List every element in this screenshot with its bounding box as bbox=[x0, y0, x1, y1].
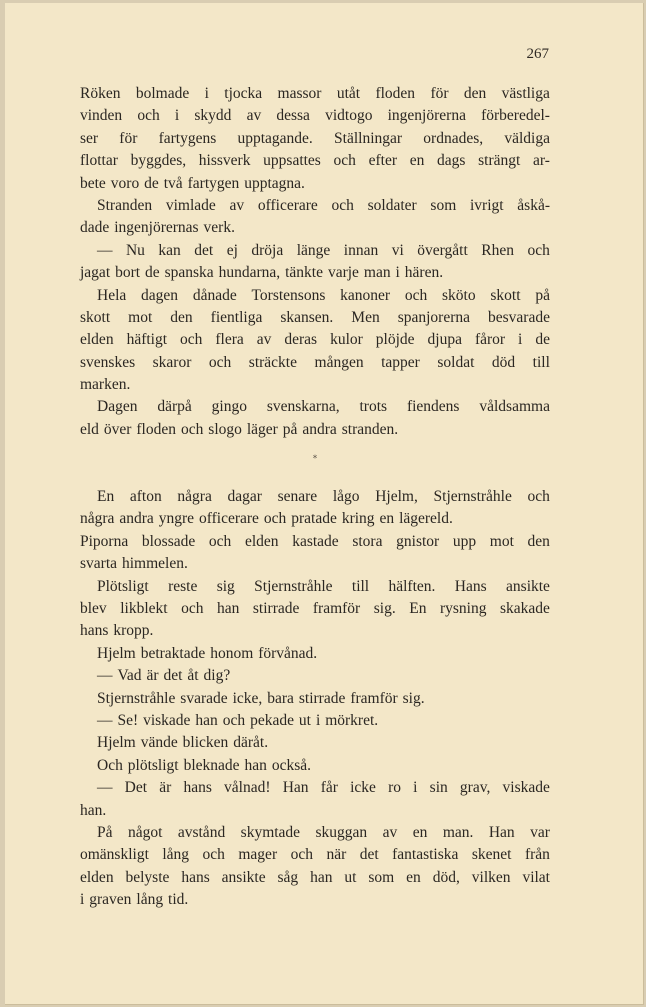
text-line: jagat bort de spanska hundarna, tänkte varje man i hären. bbox=[80, 264, 444, 282]
text-line: han. bbox=[80, 801, 107, 819]
text-line: blev likblekt och han stirrade framför sig. En rysning skakade bbox=[80, 600, 550, 617]
text-line: omänskligt lång och mager och när det fantastiska skenet från bbox=[80, 846, 550, 864]
text-line: Hela dagen dånade Torstensons kanoner och sköto skott på bbox=[97, 286, 550, 304]
text-line: flottar byggdes, hissverk uppsattes och efter en dags strängt ar- bbox=[80, 152, 550, 170]
separator-asterisk: * bbox=[312, 454, 318, 465]
text-line: En afton några dagar senare lågo Hjelm, Stjernstråhle och bbox=[97, 488, 550, 506]
text-line: Röken bolmade i tjocka massor utåt floden för den västliga bbox=[80, 85, 550, 102]
text-line: — Det är hans vålnad! Han får icke ro i sin grav, viskade bbox=[97, 779, 550, 797]
text-line: ser för fartygens upptagande. Ställningar ordnades, väldiga bbox=[80, 129, 550, 147]
section-separator bbox=[80, 441, 550, 486]
text-line: några andra yngre officerare och pratade kring en lägereld. bbox=[80, 510, 453, 528]
text-line: skott mot den fientliga skansen. Men spanjorerna besvarade bbox=[80, 308, 550, 326]
text-line: På något avstånd skymtade skuggan av en man. Han var bbox=[97, 823, 550, 841]
text-line: eld över floden och slogo läger på andra stranden. bbox=[80, 420, 399, 438]
text-line: elden häftigt och flera av deras kulor plöjde djupa fåror i de bbox=[80, 331, 550, 349]
text-line: hans kropp. bbox=[80, 622, 154, 640]
text-line: — Se! viskade han och pekade ut i mörkret. bbox=[97, 711, 379, 729]
text-line: elden belyste hans ansikte såg han ut som en död, vilken vilat bbox=[80, 868, 550, 886]
text-line: vinden och i skydd av dessa vidtogo ingenjörerna förberedel- bbox=[80, 107, 550, 125]
text-line: bete voro de två fartygen upptagna. bbox=[80, 174, 305, 192]
text-line: Dagen därpå gingo svenskarna, trots fiendens våldsamma bbox=[97, 398, 550, 416]
text-line: — Nu kan det ej dröja länge innan vi övergått Rhen och bbox=[97, 241, 550, 259]
text-line: Plötsligt reste sig Stjernstråhle till hälften. Hans ansikte bbox=[97, 577, 550, 595]
text-line: Stjernstråhle svarade icke, bara stirrade framför sig. bbox=[97, 689, 425, 707]
text-line: svarta himmelen. bbox=[80, 555, 188, 573]
text-line: Stranden vimlade av officerare och soldater som ivrigt åskå- bbox=[97, 196, 550, 214]
body-text bbox=[80, 83, 550, 911]
text-line: Och plötsligt bleknade han också. bbox=[97, 756, 311, 774]
book-page bbox=[5, 3, 644, 1005]
text-line: Hjelm betraktade honom förvånad. bbox=[97, 644, 318, 662]
text-line: svenskes skaror och sträckte mången tapper soldat död till bbox=[80, 353, 550, 371]
text-line: marken. bbox=[80, 376, 131, 394]
page-number: 267 bbox=[526, 46, 549, 62]
text-line: dade ingenjörernas verk. bbox=[80, 219, 235, 237]
text-line: — Vad är det åt dig? bbox=[97, 667, 231, 685]
text-line: Piporna blossade och elden kastade stora gnistor upp mot den bbox=[80, 532, 550, 550]
text-line: Hjelm vände blicken däråt. bbox=[97, 734, 269, 752]
text-line: i graven lång tid. bbox=[80, 891, 189, 909]
